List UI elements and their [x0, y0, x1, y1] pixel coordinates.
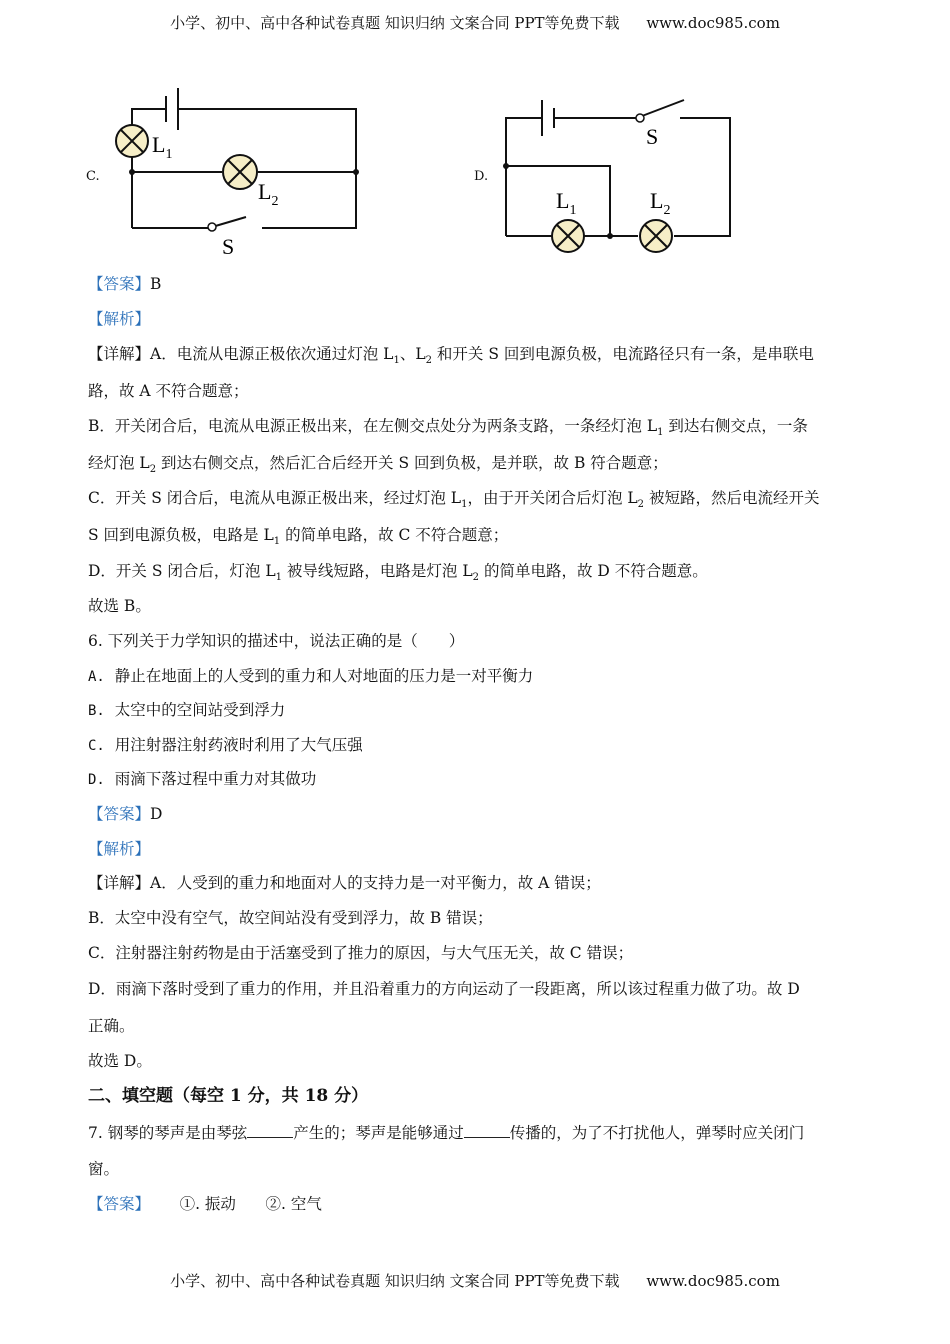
q5-choose: 故选 B。 — [88, 597, 151, 615]
q7-stem-2: 窗。 — [88, 1160, 120, 1178]
junction-left — [503, 163, 509, 169]
label-s: S — [222, 234, 235, 259]
q6-option-c: C. 用注射器注射药液时利用了大气压强 — [88, 736, 363, 754]
label-s: S — [646, 124, 659, 149]
circuit-c-diagram — [104, 86, 374, 261]
blank-2 — [464, 1123, 510, 1138]
header-site: www.doc985.com — [646, 14, 780, 32]
label-l1: $L_1$ — [152, 132, 173, 162]
junction-right — [353, 169, 359, 175]
q5-answer — [88, 273, 161, 295]
q6-stem: 6. 下列关于力学知识的描述中，说法正确的是（ ） — [88, 632, 465, 650]
junction-left — [129, 169, 135, 175]
lamp-l1 — [116, 125, 148, 157]
q5-detail-b1: B．开关闭合后，电流从电源正极出来，在左侧交点处分为两条支路，一条经灯泡 $L_1$ 到达右侧交点，一条 — [88, 417, 808, 439]
header-text: 小学、初中、高中各种试卷真题 知识归纳 文案合同 PPT等免费下载 — [170, 14, 620, 32]
q5-detail-b2: 经灯泡 $L_2$ 到达右侧交点，然后汇合后经开关 S 回到负极，是并联，故 B 符合题意； — [88, 454, 668, 476]
q6-detail-d1: D．雨滴下落时受到了重力的作用，并且沿着重力的方向运动了一段距离，所以该过程重力做了功。故 D — [88, 980, 800, 998]
q6-detail-a: 【详解】A．人受到的重力和地面对人的支持力是一对平衡力，故 A 错误； — [88, 874, 601, 892]
circuit-d-diagram — [494, 94, 744, 259]
page-footer — [0, 1270, 950, 1291]
label-l1: $L_1$ — [556, 188, 577, 218]
q5-detail-d1: D．开关 S 闭合后，灯泡 $L_1$ 被导线短路，电路是灯泡 $L_2$ 的简单电路，故 D 不符合题意。 — [88, 562, 708, 584]
q6-option-a: A. 静止在地面上的人受到的重力和人对地面的压力是一对平衡力 — [88, 667, 534, 685]
footer-site: www.doc985.com — [646, 1272, 780, 1290]
q6-detail-d2: 正确。 — [88, 1017, 135, 1035]
q6-option-b: B. 太空中的空间站受到浮力 — [88, 701, 286, 719]
label-l2: $L_2$ — [258, 179, 279, 209]
lamp-l1 — [552, 220, 584, 252]
q6-detail-c: C．注射器注射药物是由于活塞受到了推力的原因，与大气压无关，故 C 错误； — [88, 944, 634, 962]
blank-1 — [247, 1123, 293, 1138]
q5-detail-c2: S 回到电源负极，电路是 $L_1$ 的简单电路，故 C 不符合题意； — [88, 526, 509, 548]
junction-middle — [607, 233, 613, 239]
q6-analysis-tag: 【解析】 — [88, 840, 151, 858]
q6-option-d: D. 雨滴下落过程中重力对其做功 — [88, 770, 317, 788]
q5-analysis-tag: 【解析】 — [88, 310, 151, 328]
answer-value: B — [150, 275, 162, 293]
page-header — [0, 12, 950, 33]
lamp-l2 — [223, 155, 257, 189]
option-d-label: D. — [474, 169, 489, 184]
switch-pivot — [636, 114, 644, 122]
switch-pivot — [208, 223, 216, 231]
section-title: 二、填空题（每空 1 分，共 18 分） — [88, 1086, 369, 1106]
footer-text: 小学、初中、高中各种试卷真题 知识归纳 文案合同 PPT等免费下载 — [170, 1272, 620, 1290]
answer-tag: 【答案】 — [88, 275, 151, 293]
label-l2: $L_2$ — [650, 188, 671, 218]
lamp-l2 — [640, 220, 672, 252]
q6-answer: 【答案】D — [88, 805, 163, 823]
q6-detail-b: B．太空中没有空气，故空间站没有受到浮力，故 B 错误； — [88, 909, 493, 927]
q6-choose: 故选 D。 — [88, 1052, 152, 1070]
q7-stem: 7. 钢琴的琴声是由琴弦 产生的；琴声是能够通过 传播的，为了不打扰他人，弹琴时应关闭门 — [88, 1124, 805, 1142]
q5-detail-c1: C．开关 S 闭合后，电流从电源正极出来，经过灯泡 $L_1$，由于开关闭合后灯泡 $L_2$ 被短路，然后电流经开关 — [88, 489, 820, 511]
q5-detail-a2: 路，故 A 不符合题意； — [88, 382, 249, 400]
q5-detail-a1: 【详解】A．电流从电源正极依次通过灯泡 $L_1$、$L_2$ 和开关 S 回到电源负极，电流路径只有一条，是串联电 — [88, 345, 814, 367]
q7-answer: 【答案】 ①. 振动 ②. 空气 — [88, 1195, 322, 1213]
option-c-label: C. — [86, 169, 100, 184]
